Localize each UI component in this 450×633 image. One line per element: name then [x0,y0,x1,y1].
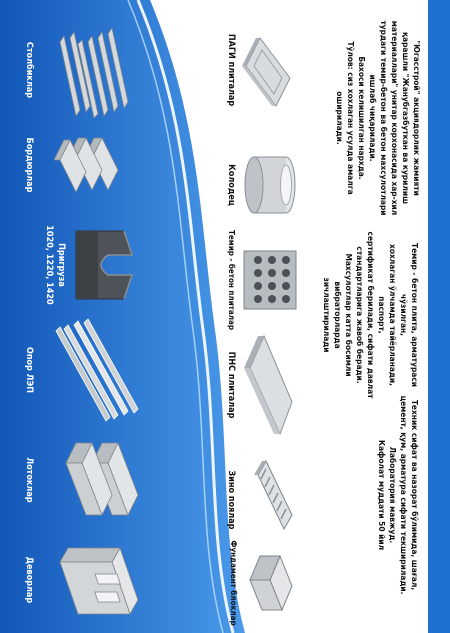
lab-line: Техник сифат ва назорат бўлимида, шағал, [410,399,420,591]
concrete-plates-label: Темир - бетон плиталар [227,230,236,330]
poles-label: Опор ЛЭП [24,346,34,394]
quality-line: стандартларига жавоб беради. [355,246,365,384]
plates-label: ПАГИ плиталар [226,33,236,107]
hollow-plate-icon [240,30,300,110]
quality-line: сертификат берилади, сифати давлат [366,231,376,399]
ribbed-slab-icon [240,330,300,440]
curbs-icon [48,130,128,200]
lab-line: Лаборатория мавжуд. [388,446,398,544]
stairs-label: Зино поялар [226,470,236,530]
intro-line: материаллари" унитар корхонасида хар-хил [390,20,400,216]
posts-icon [42,22,132,122]
well-label: Колодец [226,164,236,206]
lab-line: цемент, қум, арматура сифати текширилади. [399,395,409,595]
pipe-weight-sizes: 1020, 1220, 1420 [44,225,54,305]
trays-label: Лотоклар [24,457,34,503]
quality-line: Махсулотлар катта босимли вибраторларда [333,253,354,377]
power-poles-icon [48,315,148,425]
posts-label: Столбиклар [24,41,34,99]
well-ring-icon [240,145,300,225]
intro-line: "Югасстрой" акциядорлик жамияти [412,40,422,196]
walls-label: Деворлар [24,556,34,604]
intro-text [334,18,422,218]
hollow-core-slab-icon [238,245,302,315]
intro-line: турдаги темир-бетон ва бетон махсулотлари [379,20,389,216]
pipe-weight-title: Пригруза [56,243,66,287]
curbs-label: Бордюрлар [24,137,34,193]
intro-line: оширилади. [335,91,345,145]
pipe-weight-icon [68,225,138,305]
intro-line: Бахоси келишилган нархда. [357,56,367,180]
quality-text [321,225,420,405]
quality-line: хохлаган ўлчамда тайёрланади, паспорт, [377,244,398,386]
intro-line: қарашли "Жанубгазбуткан ва курилиш [401,31,411,205]
intro-line: ишлаб чиқарилади. [368,74,378,162]
quality-line: зичлаштирилади [322,277,332,353]
foundation-block-icon [240,548,300,618]
intro-line: Тўлов: сиз хохлаган усулда амалга [346,41,356,195]
quality-line: Темир - бетон плита, арматураси чўзилган, [399,242,420,387]
wall-panels-icon [48,540,144,620]
stairs-icon [242,455,298,535]
lab-text [376,395,420,595]
foundation-label: Фундамент блоклар [229,540,238,626]
pns-label: ПНС плиталар [226,351,236,419]
trays-icon [48,435,148,525]
lab-line: Кафолат муддати 50 йил [377,439,387,551]
